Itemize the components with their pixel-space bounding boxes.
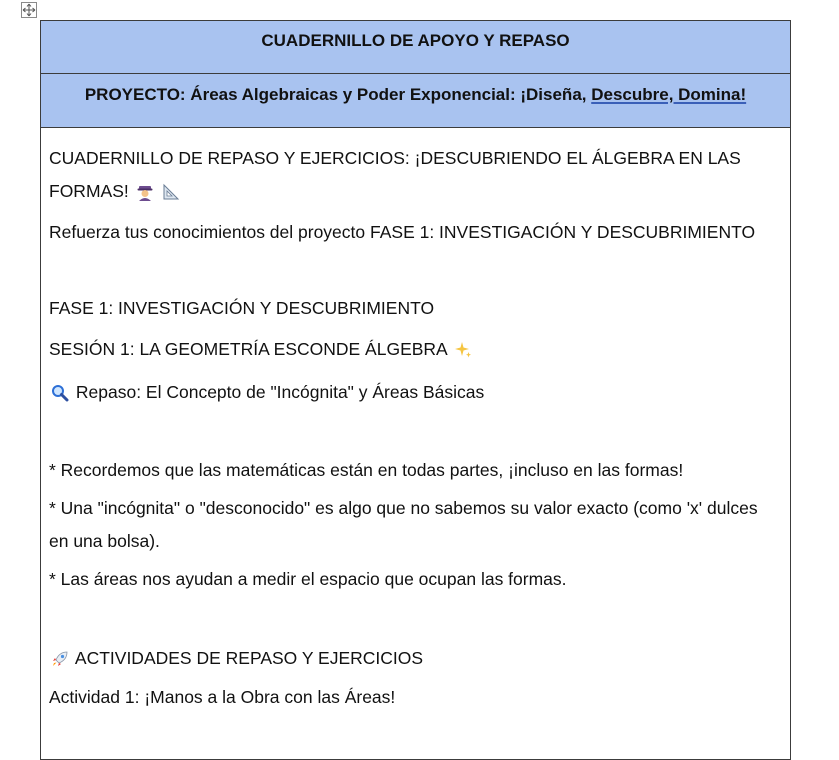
project-title-underlined: Descubre, Domina! bbox=[591, 85, 747, 104]
sparkles-icon bbox=[454, 341, 472, 359]
intro-line-1: CUADERNILLO DE REPASO Y EJERCICIOS: ¡DESCUBRIENDO EL ÁLGEBRA EN LAS bbox=[49, 148, 741, 168]
triangular-ruler-icon bbox=[162, 183, 180, 201]
header-title-cell[interactable] bbox=[41, 21, 790, 74]
detective-icon bbox=[136, 183, 154, 201]
project-title-prefix: PROYECTO: Áreas Algebraicas y Poder Exponencial: ¡Diseña, bbox=[84, 85, 592, 104]
activities-heading bbox=[49, 642, 782, 675]
table-move-handle-icon[interactable] bbox=[21, 2, 37, 18]
session-heading-text: SESIÓN 1: LA GEOMETRÍA ESCONDE ÁLGEBRA bbox=[49, 339, 447, 359]
header-title: CUADERNILLO DE APOYO Y REPASO bbox=[261, 31, 570, 50]
review-heading bbox=[49, 376, 782, 409]
activities-heading-text: ACTIVIDADES DE REPASO Y EJERCICIOS bbox=[74, 648, 424, 668]
activity-1-heading: Actividad 1: ¡Manos a la Obra con las Áreas! bbox=[49, 687, 396, 707]
bullet-2-line-1: * Una "incógnita" o "desconocido" es algo que no sabemos su valor exacto (como 'x' dulces bbox=[49, 498, 758, 518]
magnifying-glass-icon bbox=[51, 384, 69, 402]
bullet-3: * Las áreas nos ayudan a medir el espacio que ocupan las formas. bbox=[49, 569, 567, 589]
rocket-icon bbox=[51, 650, 69, 668]
review-heading-text: Repaso: El Concepto de "Incógnita" y Áreas Básicas bbox=[75, 382, 485, 402]
content-cell[interactable] bbox=[41, 128, 790, 714]
intro-line-2 bbox=[49, 175, 782, 208]
document-table bbox=[40, 20, 791, 760]
phase-heading: FASE 1: INVESTIGACIÓN Y DESCUBRIMIENTO bbox=[49, 298, 435, 318]
bullet-2-line-2: en una bolsa). bbox=[49, 531, 160, 551]
header-project-cell[interactable] bbox=[41, 74, 790, 128]
session-heading bbox=[49, 333, 782, 366]
reinforce-text: Refuerza tus conocimientos del proyecto FASE 1: INVESTIGACIÓN Y DESCUBRIMIENTO bbox=[49, 222, 756, 242]
intro-line-2-text: FORMAS! bbox=[49, 181, 129, 201]
bullet-1: * Recordemos que las matemáticas están en todas partes, ¡incluso en las formas! bbox=[49, 460, 684, 480]
